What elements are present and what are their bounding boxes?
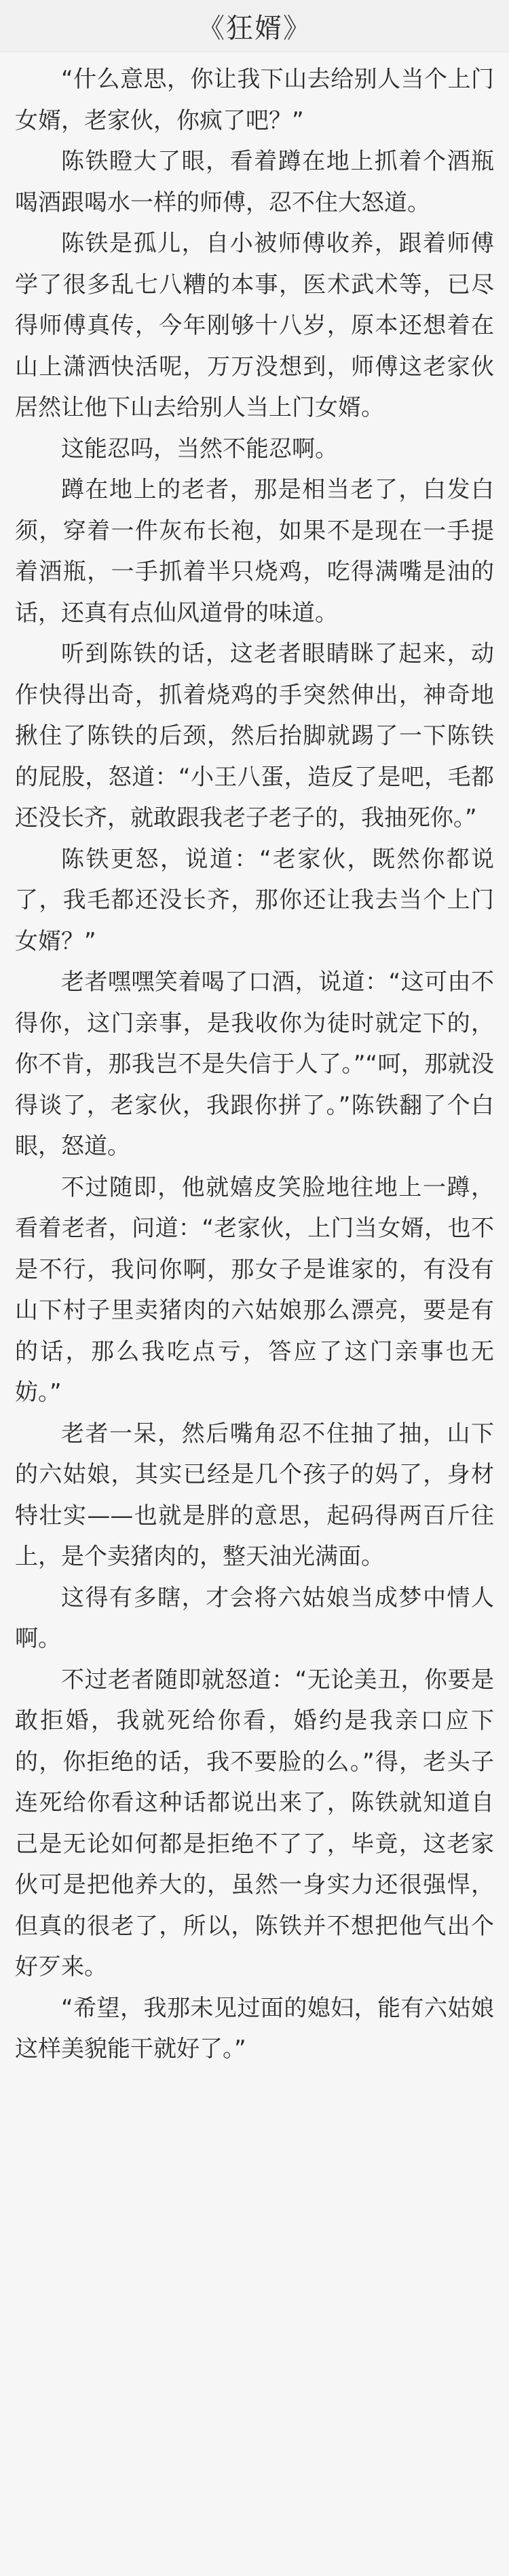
paragraph: 这能忍吗，当然不能忍啊。 (61, 435, 338, 463)
page-title: 《狂婿》 (197, 12, 312, 44)
paragraph: 这得有多瞎，才会将六姑娘当成梦中情人啊。 (15, 1584, 494, 1652)
paragraph: 陈铁更怒，说道：“老家伙，既然你都说了，我毛都还没长齐，那你还让我去当个上门女婿？” (15, 845, 494, 955)
paragraph: 陈铁是孤儿，自小被师傅收养，跟着师傅学了很多乱七八糟的本事，医术武术等，已尽得师傅真传，今年刚够十八岁，原本还想着在山上潇洒快活呢，万万没想到，师傅这老家伙居然让他下山去给别人当上门女婿。 (15, 230, 494, 421)
paragraph: 蹲在地上的老者，那是相当老了，白发白须，穿着一件灰布长袍，如果不是现在一手提着酒瓶，一手抓着半只烧鸡，吃得满嘴是油的话，还真有点仙风道骨的味道。 (15, 476, 494, 627)
paragraph: “什么意思，你让我下山去给别人当个上门女婿，老家伙，你疯了吧？” (15, 66, 494, 134)
paragraph: 老者嘿嘿笑着喝了口酒，说道：“这可由不得你，这门亲事，是我收你为徒时就定下的，你不肯，那我岂不是失信于人了。”“呵，那就没得谈了，老家伙，我跟你拼了。”陈铁翻了个白眼，怒道。 (15, 969, 494, 1160)
paragraph: 陈铁瞪大了眼，看着蹲在地上抓着个酒瓶喝酒跟喝水一样的师傅，忍不住大怒道。 (15, 148, 494, 216)
paragraph: 不过随即，他就嬉皮笑脸地往地上一蹲，看着老者，问道：“老家伙，上门当女婿，也不是不行，我问你啊，那女子是谁家的，有没有山下村子里卖猪肉的六姑娘那么漂亮，要是有的话，那么我吃点亏，答应了这门亲事也无妨。” (15, 1173, 494, 1406)
paragraph: 老者一呆，然后嘴角忍不住抽了抽，山下的六姑娘，其实已经是几个孩子的妈了，身材特壮实——也就是胖的意思，起码得两百斤往上，是个卖猪肉的，整天油光满面。 (15, 1420, 494, 1570)
article-body (0, 52, 509, 2070)
paragraph: 不过老者随即就怒道：“无论美丑，你要是敢拒婚，我就死给你看，婚约是我亲口应下的，你拒绝的话，我不要脸的么。”得，老头子连死给你看这种话都说出来了，陈铁就知道自己是无论如何都是拒绝不了了，毕竟，这老家伙可是把他养大的，虽然一身实力还很强悍，但真的很老了，所以，陈铁并不想把他气出个好歹来。 (15, 1666, 494, 1980)
paragraph: “希望，我那未见过面的媳妇，能有六姑娘这样美貌能干就好了。” (15, 1994, 494, 2063)
paragraph: 听到陈铁的话，这老者眼睛眯了起来，动作快得出奇，抓着烧鸡的手突然伸出，神奇地揪住了陈铁的后颈，然后抬脚就踢了一下陈铁的屁股，怒道：“小王八蛋，造反了是吧，毛都还没长齐，就敢跟我老子老子的，我抽死你。” (15, 640, 494, 832)
header-bar (0, 0, 509, 52)
